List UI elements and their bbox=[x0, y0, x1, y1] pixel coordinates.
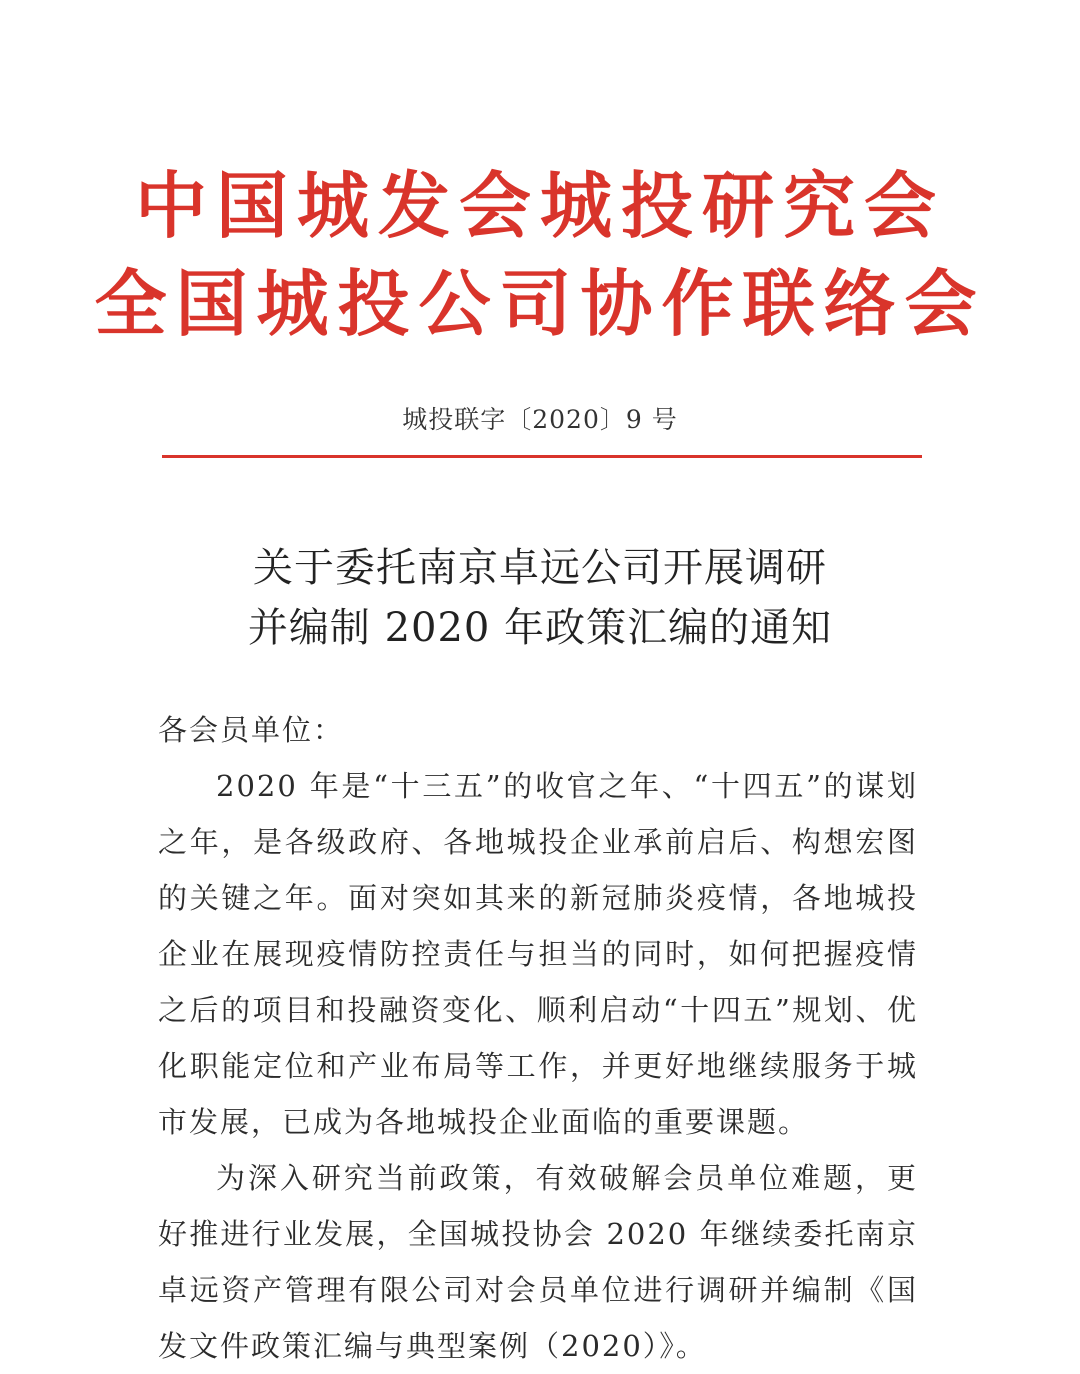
document-number: 城投联字〔2020〕9 号 bbox=[402, 405, 678, 434]
issuer-name-line-1: 中国城发会城投研究会 bbox=[134, 163, 945, 248]
body-paragraph-1: 2020 年是“十三五”的收官之年、“十四五”的谋划之年，是各级政府、各地城投企业承前启后、构想宏图的关键之年。面对突如其来的新冠肺炎疫情，各地城投企业在展现疫情防控责任与担当的同时，如何把握疫情之后的项目和投融资变化、顺利启动“十四五”规划、优化职能定位和产业布局等工作，并更好地继续服务于城市发展，已成为各地城投企业面临的重要课题。 bbox=[158, 769, 918, 1139]
notice-title-line-1: 关于委托南京卓远公司开展调研 bbox=[253, 545, 827, 591]
notice-title-line-2: 并编制 2020 年政策汇编的通知 bbox=[247, 605, 833, 651]
issuer-name-line-2: 全国城投公司协作联络会 bbox=[94, 261, 986, 346]
body-paragraph-2: 为深入研究当前政策，有效破解会员单位难题，更好推进行业发展，全国城投协会 2020 年继续委托南京卓远资产管理有限公司对会员单位进行调研并编制《国发文件政策汇编与典型案例（2020）》。 bbox=[158, 1161, 918, 1363]
salutation: 各会员单位： bbox=[158, 713, 345, 747]
red-divider-line bbox=[162, 455, 922, 458]
